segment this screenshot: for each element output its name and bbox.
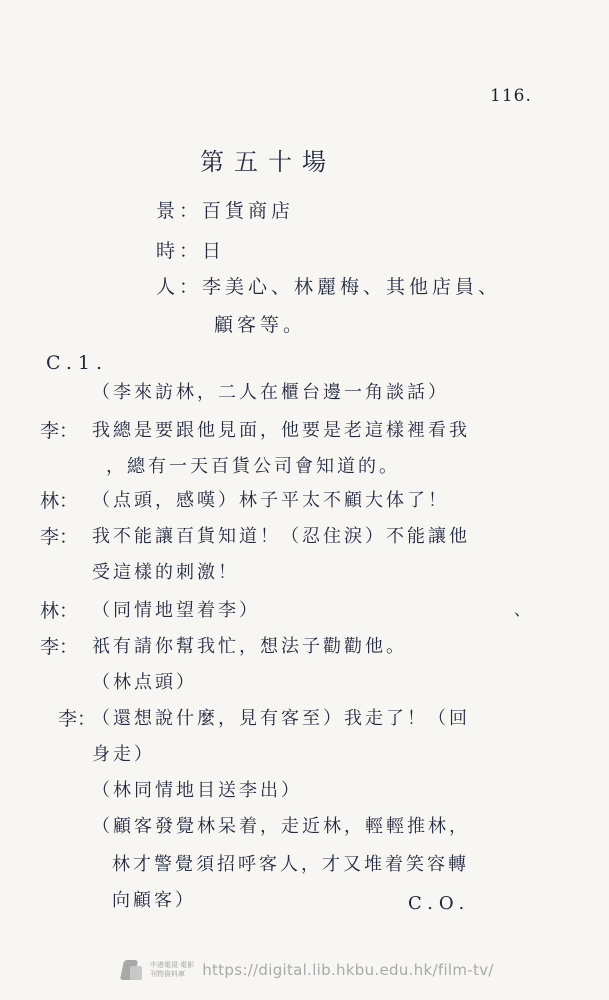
- dialogue-line: 我總是要跟他見面，他要是老這樣裡看我: [92, 420, 470, 441]
- archive-url[interactable]: https://digital.lib.hkbu.edu.hk/film-tv/: [202, 961, 494, 979]
- dialogue-line: （点頭，感嘆）林子平太不顧大体了！: [92, 490, 449, 511]
- archive-logo-icon: [120, 956, 144, 984]
- archive-logo-text: 中港電視·電影 刊物資料庫: [150, 961, 195, 978]
- stage-direction: 向顧客）: [112, 890, 196, 911]
- shot-start-marker: C.1.: [46, 352, 109, 374]
- speaker-label: 李：: [40, 636, 79, 658]
- scene-characters-cont: 顧客等。: [214, 314, 307, 336]
- speaker-label: 李：: [58, 708, 97, 730]
- stage-direction: （顧客發覺林呆着，走近林，輕輕推林，: [92, 816, 470, 837]
- speaker-label: 李：: [40, 526, 79, 548]
- stage-direction: （李來訪林，二人在櫃台邊一角談話）: [92, 382, 449, 403]
- scene-characters: 人：李美心、林麗梅、其他店員、: [156, 276, 502, 298]
- stage-direction: （林同情地目送李出）: [92, 780, 302, 801]
- dialogue-line: 受這樣的刺激！: [92, 562, 239, 583]
- dialogue-line: 我不能讓百貨知道！（忍住淚）不能讓他: [92, 526, 470, 547]
- dialogue-line: （還想說什麼，見有客至）我走了！（回: [92, 708, 470, 729]
- speaker-label: 林：: [40, 600, 79, 622]
- stage-direction: （林点頭）: [92, 672, 197, 693]
- speaker-label: 李：: [40, 420, 79, 442]
- dialogue-line: 身走）: [92, 744, 155, 765]
- archive-watermark: [120, 952, 494, 988]
- stage-direction: （同情地望着李）: [92, 600, 260, 621]
- stray-mark: 、: [514, 600, 531, 619]
- shot-end-marker: C.O.: [408, 893, 471, 914]
- speaker-label: 林：: [40, 490, 79, 512]
- scene-title: 第五十場: [200, 148, 336, 176]
- dialogue-line: ，總有一天百貨公司會知道的。: [106, 456, 400, 477]
- scene-time: 時：日: [156, 240, 226, 262]
- stage-direction: 林才警覺須招呼客人，才又堆着笑容轉: [112, 854, 469, 875]
- scene-location: 景：百貨商店: [156, 200, 295, 222]
- dialogue-line: 祇有請你幫我忙，想法子勸勸他。: [92, 636, 407, 657]
- page-number: 116.: [490, 86, 532, 106]
